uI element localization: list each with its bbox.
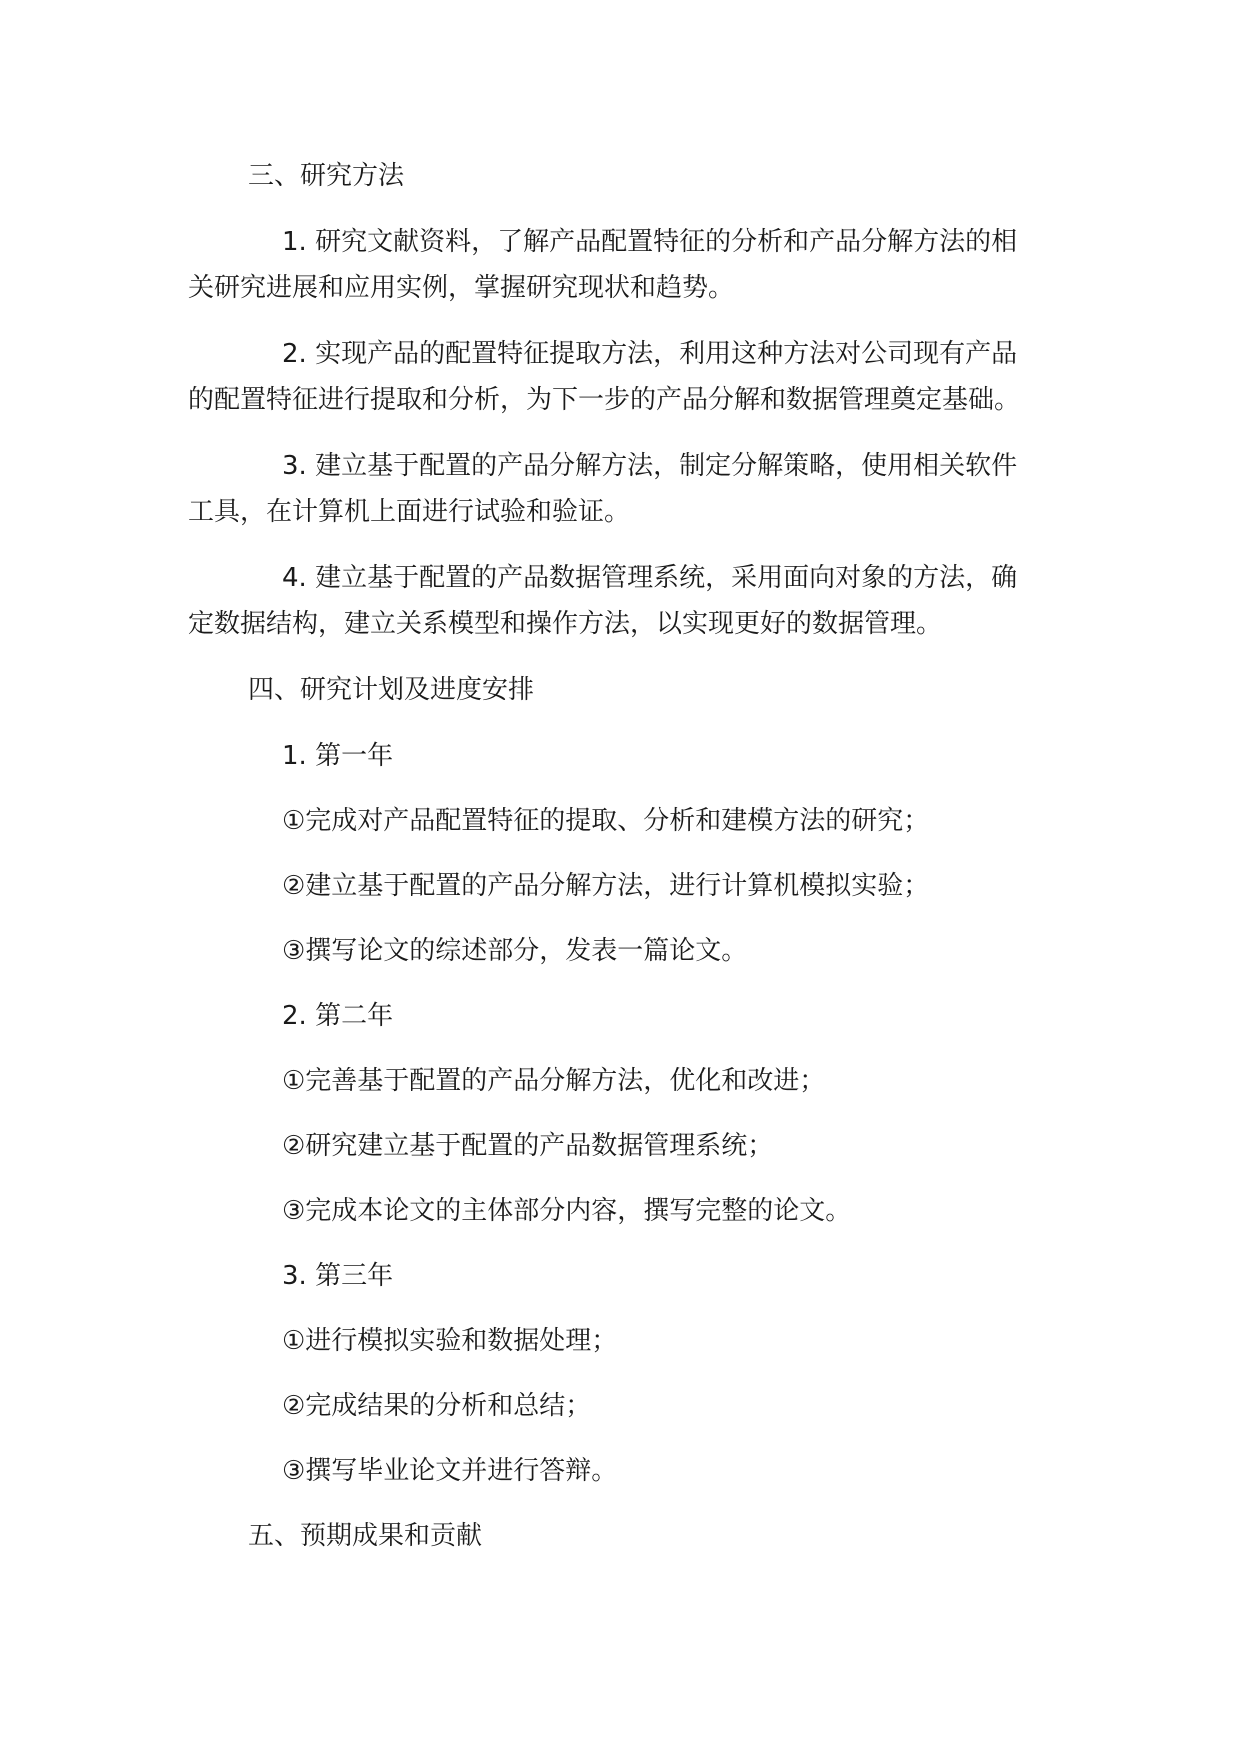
year-3-task-1: ①进行模拟实验和数据处理； <box>282 1326 618 1356</box>
method-item-3-line-1: 3. 建立基于配置的产品分解方法，制定分解策略，使用相关软件 <box>282 451 1018 481</box>
method-item-3-line-2: 工具，在计算机上面进行试验和验证。 <box>188 497 631 527</box>
year-1-task-3: ③撰写论文的综述部分，发表一篇论文。 <box>282 936 748 966</box>
method-item-2-line-2: 的配置特征进行提取和分析，为下一步的产品分解和数据管理奠定基础。 <box>188 385 1021 415</box>
year-1-task-2: ②建立基于配置的产品分解方法，进行计算机模拟实验； <box>282 871 930 901</box>
year-3-title: 3. 第三年 <box>282 1261 394 1291</box>
section-heading-expected-results: 五、预期成果和贡献 <box>248 1521 483 1551</box>
year-1-task-1: ①完成对产品配置特征的提取、分析和建模方法的研究； <box>282 806 930 836</box>
method-item-2-line-1: 2. 实现产品的配置特征提取方法，利用这种方法对公司现有产品 <box>282 339 1018 369</box>
year-2-task-3: ③完成本论文的主体部分内容，撰写完整的论文。 <box>282 1196 852 1226</box>
year-3-task-3: ③撰写毕业论文并进行答辩。 <box>282 1456 618 1486</box>
year-2-title: 2. 第二年 <box>282 1001 394 1031</box>
method-item-1-line-2: 关研究进展和应用实例，掌握研究现状和趋势。 <box>188 273 735 303</box>
year-3-task-2: ②完成结果的分析和总结； <box>282 1391 592 1421</box>
method-item-4-line-1: 4. 建立基于配置的产品数据管理系统，采用面向对象的方法，确 <box>282 563 1018 593</box>
year-2-task-2: ②研究建立基于配置的产品数据管理系统； <box>282 1131 774 1161</box>
method-item-4-line-2: 定数据结构，建立关系模型和操作方法，以实现更好的数据管理。 <box>188 609 943 639</box>
section-heading-research-methods: 三、研究方法 <box>248 161 405 191</box>
method-item-1-line-1: 1. 研究文献资料，了解产品配置特征的分析和产品分解方法的相 <box>282 227 1018 257</box>
section-heading-research-plan: 四、研究计划及进度安排 <box>248 675 535 705</box>
year-1-title: 1. 第一年 <box>282 741 394 771</box>
year-2-task-1: ①完善基于配置的产品分解方法，优化和改进； <box>282 1066 826 1096</box>
